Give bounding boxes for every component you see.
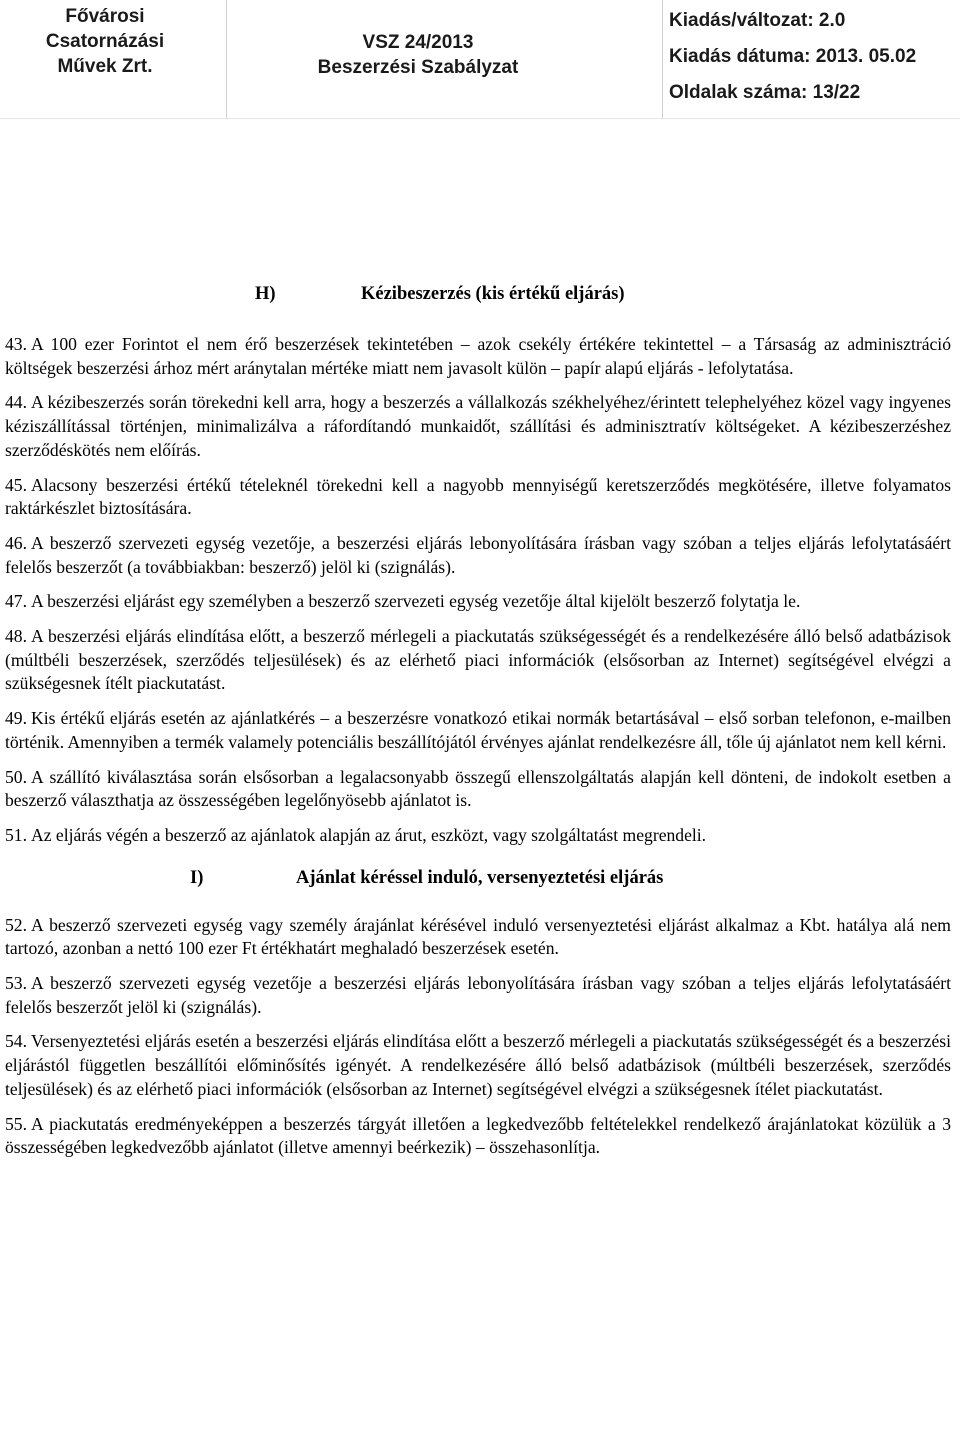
paragraph-49 xyxy=(5,707,951,754)
paragraph-44 xyxy=(5,391,951,462)
header-divider-left xyxy=(226,0,227,118)
paragraph-number: 49. xyxy=(5,708,27,729)
document-identity xyxy=(268,30,568,80)
paragraph-text: Versenyeztetési eljárás esetén a beszerzési eljárás elindítása előtt a beszerző mérlegeli a piackutatás szükségességét és a beszerzési eljárástól független beszállítói előminősítés igényét. A rendelkezésére álló belső adatbázisok (múltbéli beszerzések, szerződés teljesülések) és az elérhető piaci információk (elsősorban az Internet) segítségével elvégzi a szükségesnek ítélet piackutatást. xyxy=(5,1031,951,1099)
section-title: Kézibeszerzés (kis értékű eljárás) xyxy=(361,284,625,305)
page-count-label: Oldalak száma: 13/22 xyxy=(669,82,861,103)
section-heading-i xyxy=(5,864,951,894)
paragraph-text: A beszerző szervezeti egység vezetője, a beszerzési eljárás lebonyolítására írásban vagy szóban a teljes eljárás lefolytatásáért felelős beszerzőt (a továbbiakban: beszerző) jelöl ki (szignálás). xyxy=(5,532,951,577)
document-header xyxy=(0,0,960,120)
paragraph-text: A piackutatás eredményeképpen a beszerzés tárgyát illetően a legkedvezőbb feltételekkel rendelkező árajánlatokat közülük a 3 összességében legkedvezőbb ajánlatot (illetve amennyi beérkezik) – összehasonlítja. xyxy=(5,1113,951,1158)
header-divider-right xyxy=(662,0,663,118)
paragraph-46 xyxy=(5,532,951,579)
document-meta xyxy=(669,8,959,116)
paragraph-text: A kézibeszerzés során törekedni kell arra, hogy a beszerzés a vállalkozás székhelyéhez/érintett telephelyéhez közel vagy ingyenes kéziszállítással történjen, minimalizálva a ráfordítandó munkaidőt, szállítási és adminisztratív költségeket. A kézibeszerzéshez szerződéskötés nem előírás. xyxy=(5,392,951,460)
section-letter: I) xyxy=(190,867,204,888)
paragraph-text: A 100 ezer Forintot el nem érő beszerzések tekintetében – azok csekély értékére tekintettel – a Társaság az adminisztráció költségek beszerzési árhoz mért aránytalan mértéke miatt nem javasolt külön – papír alapú eljárás - lefolytatása. xyxy=(5,334,951,378)
company-name-line-1: Fővárosi xyxy=(65,6,145,27)
company-name-line-3: Művek Zrt. xyxy=(57,56,153,77)
paragraph-number: 47. xyxy=(5,591,27,612)
version-label: Kiadás/változat: 2.0 xyxy=(669,10,846,31)
paragraph-text: A beszerzési eljárást egy személyben a beszerző szervezeti egység vezetője által kijelölt beszerző folytatja le. xyxy=(31,591,801,612)
paragraph-number: 51. xyxy=(5,824,27,845)
paragraph-45 xyxy=(5,474,951,521)
paragraph-48 xyxy=(5,625,951,696)
paragraph-number: 44. xyxy=(5,392,27,413)
header-bottom-rule xyxy=(0,118,960,119)
paragraph-number: 46. xyxy=(5,532,27,553)
paragraph-text: Kis értékű eljárás esetén az ajánlatkérés – a beszerzésre vonatkozó etikai normák betartásával – első sorban telefonon, e-mailben történik. Amennyiben a termék valamely potenciális beszállítójától érvényes ajánlat rendelkezésre áll, tőle új ajánlatot nem kell kérni. xyxy=(5,708,951,752)
paragraph-52 xyxy=(5,914,951,961)
section-title: Ajánlat kéréssel induló, versenyeztetési eljárás xyxy=(296,867,664,888)
paragraph-50 xyxy=(5,766,951,813)
paragraph-47 xyxy=(5,590,951,614)
company-name-line-2: Csatornázási xyxy=(45,31,165,52)
paragraph-51 xyxy=(5,824,951,848)
paragraph-53 xyxy=(5,972,951,1019)
document-code: VSZ 24/2013 xyxy=(362,32,474,53)
paragraph-number: 53. xyxy=(5,973,27,994)
paragraph-number: 45. xyxy=(5,474,27,495)
document-title: Beszerzési Szabályzat xyxy=(317,57,519,78)
paragraph-text: Alacsony beszerzési értékű tételeknél törekedni kell a nagyobb mennyiségű keretszerződés megkötésére, illetve folyamatos raktárkészlet biztosítására. xyxy=(5,474,951,519)
paragraph-text: A beszerzési eljárás elindítása előtt, a beszerző mérlegeli a piackutatás szükségességét és a rendelkezésére álló belső adatbázisok (múltbéli beszerzések, szerződés teljesülések) és az elérhető piaci információk (elsősorban az Internet) segítségével elvégzi a szükségesnek ítélt piackutatást. xyxy=(5,626,951,694)
paragraph-text: A beszerző szervezeti egység vezetője a beszerzési eljárás lebonyolítására írásban vagy szóban a teljes eljárás lefolytatásáért felelős beszerzőt jelöl ki (szignálás). xyxy=(5,973,951,1017)
section-heading-h xyxy=(5,280,951,310)
paragraph-number: 50. xyxy=(5,766,27,787)
paragraph-text: A szállító kiválasztása során elsősorban a legalacsonyabb összegű ellenszolgáltatás alapján kell dönteni, de indokolt esetben a beszerző választhatja az összességében legelőnyösebb ajánlatot is. xyxy=(5,766,951,811)
paragraph-number: 54. xyxy=(5,1031,27,1052)
paragraph-43 xyxy=(5,333,951,380)
paragraph-text: A beszerző szervezeti egység vagy személy árajánlat kérésével induló versenyeztetési eljárást alkalmaz a Kbt. hatálya alá nem tartozó, azonban a nettó 100 ezer Ft értékhatárt meghaladó beszerzések esetén. xyxy=(5,914,951,959)
paragraph-54 xyxy=(5,1030,951,1101)
paragraph-number: 43. xyxy=(5,334,27,354)
paragraph-number: 55. xyxy=(5,1113,27,1134)
issue-date-label: Kiadás dátuma: 2013. 05.02 xyxy=(669,46,917,67)
paragraph-number: 52. xyxy=(5,914,27,935)
paragraph-55 xyxy=(5,1113,951,1160)
paragraph-text: Az eljárás végén a beszerző az ajánlatok alapján az árut, eszközt, vagy szolgáltatást megrendeli. xyxy=(31,824,707,845)
section-letter: H) xyxy=(255,284,276,305)
company-name xyxy=(0,4,210,79)
paragraph-number: 48. xyxy=(5,626,27,647)
document-body xyxy=(5,280,951,1171)
